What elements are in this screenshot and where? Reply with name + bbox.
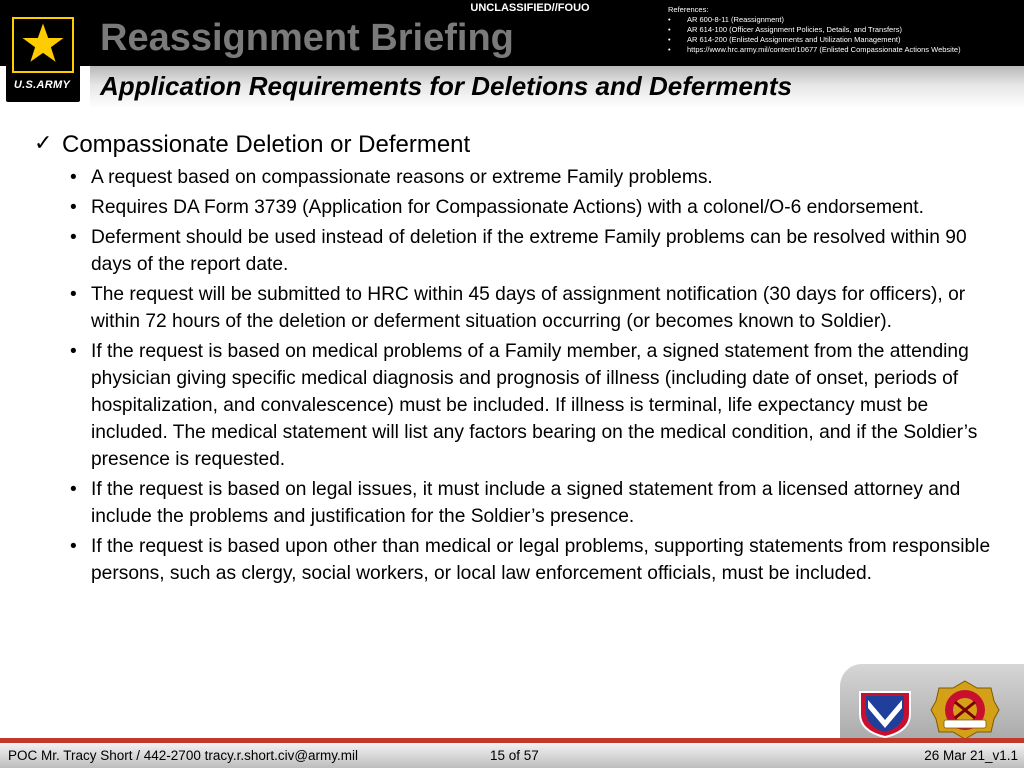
bullet-dot-icon: • <box>70 283 77 305</box>
page-title: Reassignment Briefing <box>100 17 514 59</box>
bullet-dot-icon: • <box>70 340 77 362</box>
sub-bullet-text: If the request is based upon other than medical or legal problems, supporting statements from responsible persons, such as clergy, social workers, or local law enforcement officials, must be included. <box>91 536 991 585</box>
sub-bullet <box>34 224 994 278</box>
bullet-dot-icon: • <box>70 479 77 501</box>
references-list <box>668 15 961 55</box>
army-star-logo-icon <box>19 19 67 67</box>
slide-content <box>34 130 994 590</box>
checkmark-icon: ✓ <box>34 130 53 155</box>
sub-bullet-text: Requires DA Form 3739 (Application for Compassionate Actions) with a colonel/O-6 endorsement. <box>91 196 924 218</box>
reference-item: • AR 614-200 (Enlisted Assignments and Utilization Management) <box>668 35 961 45</box>
main-bullet-text: Compassionate Deletion or Deferment <box>62 131 471 158</box>
poc-contact: POC Mr. Tracy Short / 442-2700 tracy.r.short.civ@army.mil <box>8 748 359 763</box>
sub-bullet <box>34 194 994 221</box>
support-insignia-icon <box>930 680 1000 740</box>
sub-bullet-text: The request will be submitted to HRC within 45 days of assignment notification (30 days for officers), or within 72 hours of the deletion or deferment situation occurring (or becomes known to Soldier). <box>91 283 966 332</box>
command-shield-icon <box>858 690 912 738</box>
sub-bullet-text: Deferment should be used instead of deletion if the extreme Family problems can be resolved within 90 days of the report date. <box>91 226 967 275</box>
sub-bullet <box>34 476 994 530</box>
sub-bullet <box>34 533 994 587</box>
classification-banner: UNCLASSIFIED//FOUO <box>470 2 590 14</box>
reference-item: • AR 614-100 (Officer Assignment Policies, Details, and Transfers) <box>668 25 961 35</box>
sub-bullet <box>34 281 994 335</box>
page-number: 15 of 57 <box>490 748 539 763</box>
main-bullet <box>34 130 994 160</box>
sub-bullet <box>34 164 994 191</box>
reference-item: • https://www.hrc.army.mil/content/10677 (Enlisted Compassionate Actions Website) <box>668 45 961 55</box>
version-label: 26 Mar 21_v1.1 <box>924 748 1018 763</box>
bullet-dot-icon: • <box>70 226 77 248</box>
slide-subtitle: Application Requirements for Deletions and Deferments <box>100 71 793 101</box>
sub-bullet-list <box>34 164 994 588</box>
bullet-dot-icon: • <box>70 536 77 558</box>
bullet-dot-icon: • <box>70 167 77 188</box>
sub-bullet-text: If the request is based on legal issues, it must include a signed statement from a licensed attorney and include the problems and justification for the Soldier’s presence. <box>91 479 961 528</box>
reference-item: • AR 600-8-11 (Reassignment) <box>668 15 961 25</box>
references-label: References: <box>668 5 709 14</box>
logo-text: U.S.ARMY <box>13 79 71 91</box>
sub-bullet-text: A request based on compassionate reasons or extreme Family problems. <box>91 167 713 188</box>
references-box <box>668 5 961 55</box>
sub-bullet-text: If the request is based on medical problems of a Family member, a signed statement from the attending physician giving specific medical diagnosis and prognosis of illness (including date of onset, periods of hospitalization, and convalescence) must be included. If illness is terminal, life expectancy must be included. The medical statement will list any factors bearing on the medical condition, and if the Soldier’s presence is requested. <box>91 340 978 471</box>
bullet-dot-icon: • <box>70 196 77 218</box>
sub-bullet <box>34 338 994 474</box>
